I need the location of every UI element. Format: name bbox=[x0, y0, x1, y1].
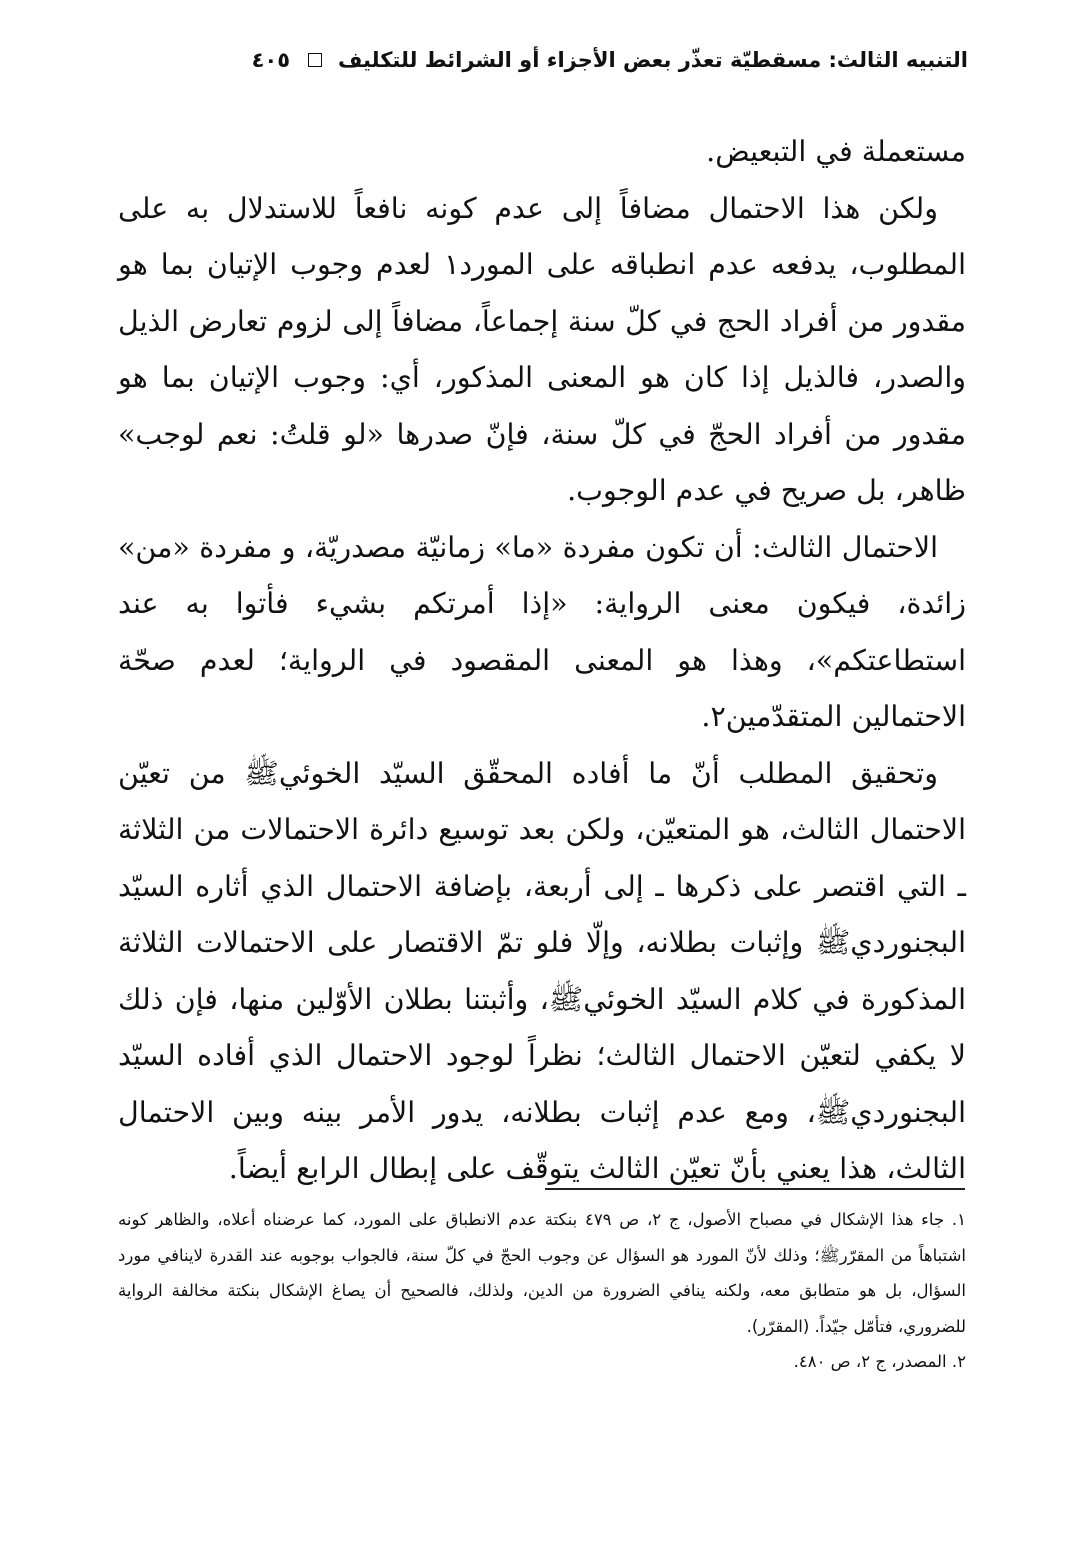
footnote-separator bbox=[545, 1188, 965, 1190]
paragraph-4: وتحقيق المطلب أنّ ما أفاده المحقّق السيّد الخوئيﷺ من تعيّن الاحتمال الثالث، هو المتعيّن، ولكن بعد توسيع دائرة الاحتمالات من الثلاثة ـ التي اقتصر على ذكرها ـ إلى أربعة، بإضافة الاحتمال الذي أثاره السيّد البجنورديﷺ وإثبات بطلانه، وإلّا فلو تمّ الاقتصار على الاحتمالات الثلاثة المذكورة في كلام السيّد الخوئيﷺ، وأثبتنا بطلان الأوّلين منها، فإن ذلك لا يكفي لتعيّن الاحتمال الثالث؛ نظراً لوجود الاحتمال الذي أفاده السيّد البجنورديﷺ، ومع عدم إثبات بطلانه، يدور الأمر بينه وبين الاحتمال الثالث، هذا يعني بأنّ تعيّن الثالث يتوقّف على إبطال الرابع أيضاً. bbox=[118, 756, 967, 1185]
running-header bbox=[118, 40, 968, 80]
square-separator-icon bbox=[308, 53, 322, 67]
paragraph-2: ولكن هذا الاحتمال مضافاً إلى عدم كونه نافعاً للاستدلال به على المطلوب، يدفعه عدم انطباقه على المورد١ لعدم وجوب الإتيان بما هو مقدور من أفراد الحج في كلّ سنة إجماعاً، مضافاً إلى لزوم تعارض الذيل والصدر، فالذيل إذا كان هو المعنى المذكور، أي: وجوب الإتيان بما هو مقدور من أفراد الحجّ في كلّ سنة، فإنّ صدرها «لو قلتُ: نعم لوجب» ظاهر، بل صريح في عدم الوجوب. bbox=[118, 191, 966, 507]
paragraph-1: مستعملة في التبعيض. bbox=[706, 135, 966, 168]
header-title: التنبيه الثالث: مسقطيّة تعذّر بعض الأجزاء أو الشرائط للتكليف bbox=[338, 48, 968, 72]
page-number: ٤٠٥ bbox=[251, 48, 291, 72]
footnote-2: ٢. المصدر، ج ٢، ص ٤٨٠. bbox=[793, 1352, 966, 1371]
paragraph-3: الاحتمال الثالث: أن تكون مفردة «ما» زمانيّة مصدريّة، و مفردة «من» زائدة، فيكون معنى الرواية: «إذا أمرتكم بشيء فأتوا به عند استطاعتكم»، وهذا هو المعنى المقصود في الرواية؛ لعدم صحّة الاحتمالين المتقدّمين٢. bbox=[118, 530, 966, 733]
footnotes bbox=[118, 1202, 966, 1380]
body-text bbox=[118, 124, 966, 1198]
footnote-1: ١. جاء هذا الإشكال في مصباح الأصول، ج ٢، ص ٤٧٩ بنكتة عدم الانطباق على المورد، كما عرضناه أعلاه، والظاهر كونه اشتباهاً من المقرّرﷺ؛ وذلك لأنّ المورد هو السؤال عن وجوب الحجّ في كلّ سنة، فالجواب بوجوبه عند القدرة لاينافي مورد السؤال، بل هو متطابق معه، ولكنه ينافي الضرورة من الدين، ولذلك، فالصحيح أن يصاغ الإشكال بنكتة مخالفة الرواية للضروري، فتأمّل جيّداً. (المقرّر). bbox=[118, 1210, 966, 1336]
